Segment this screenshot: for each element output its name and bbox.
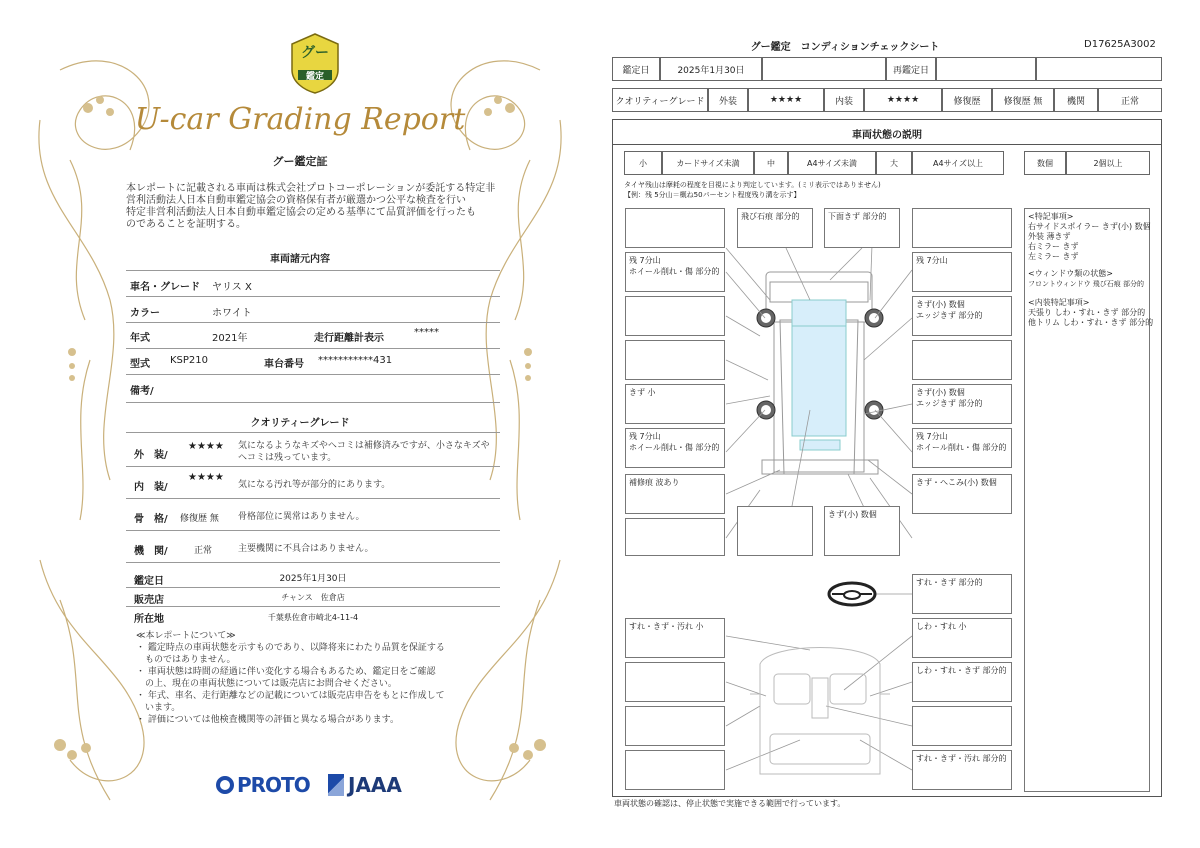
ext-label: 外装 — [708, 88, 748, 112]
frame-text: 骨格部位に異常はありません。 — [238, 512, 365, 522]
ext-note-chip: 飛び石痕 部分的 — [741, 212, 800, 221]
dealer-label: 販売店 — [134, 595, 164, 606]
year-value: 2021年 — [212, 333, 248, 344]
about-note: ・ 年式、車名、走行距離などの記載については販売店申告をもとに作成して — [136, 691, 445, 701]
ext-note: エッジきず 部分的 — [916, 311, 983, 320]
special-note: 右ミラー きず — [1028, 242, 1079, 251]
ext-note: 補修痕 波あり — [629, 478, 680, 487]
ext-note: きず(小) 数個 — [916, 300, 965, 309]
steering-wheel-icon — [826, 580, 878, 608]
quality-table — [126, 430, 500, 562]
model-value: KSP210 — [170, 355, 209, 366]
engine-text: 主要機関に不具合はありません。 — [238, 544, 374, 554]
ext-box-left-rear — [625, 474, 725, 514]
ext-box-right-3 — [912, 340, 1012, 380]
ext-box-under — [824, 208, 900, 248]
frame-label: 骨 格/ — [134, 514, 168, 525]
int-label: 内装 — [824, 88, 864, 112]
about-note: います。 — [136, 703, 181, 713]
jaaa-logo — [328, 772, 402, 798]
window-title: <ウィンドウ類の状態> — [1028, 269, 1113, 278]
logo-sub-text: 鑑定 — [305, 72, 324, 82]
sheet-title: グー鑑定 コンディションチェックシート — [750, 42, 940, 53]
exterior-text — [238, 440, 490, 464]
special-note: 右サイドスポイラー きず(小) 数個 — [1028, 222, 1151, 231]
ext-box-front-right — [912, 208, 1012, 248]
ext-box-right-front-tire — [912, 252, 1012, 292]
count-label: 数個 — [1024, 151, 1066, 175]
ext-box-front-left — [625, 208, 725, 248]
int-note: しわ・すれ・きず 部分的 — [916, 666, 1007, 675]
about-note: ・ 評価については他検査機関等の評価と異なる場合があります。 — [136, 715, 399, 725]
about-note: ・ 車両状態は時間の経過に伴い変化する場合もあるため、鑑定日をご確認 — [136, 667, 436, 677]
interior-stars: ★★★★ — [188, 472, 224, 483]
dealer-table — [126, 566, 500, 626]
ext-box-left-rear-tire — [625, 428, 725, 468]
special-notes-box — [1024, 208, 1154, 792]
report-banner: U-car Grading Report — [134, 102, 466, 137]
int-note: すれ・きず 部分的 — [916, 578, 983, 587]
ext-note: ホイール削れ・傷 部分的 — [629, 267, 720, 276]
about-note: の上、現在の車両状態については販売店にお問合せください。 — [136, 679, 397, 689]
window-note: フロントウィンドウ 飛び石痕 部分的 — [1028, 280, 1145, 288]
engine-value: 正常 — [1098, 88, 1162, 112]
engine-label: 機 関/ — [134, 546, 168, 557]
ext-box-left-3 — [625, 340, 725, 380]
state-title: 車両状態の説明 — [852, 130, 922, 141]
ext-note: 残 7分山 — [916, 432, 948, 441]
dealer-value: チャンス 佐倉店 — [281, 593, 345, 602]
size-large: 大 — [876, 151, 912, 175]
ext-box-right-rear-door — [912, 384, 1012, 424]
size-large-desc: A4サイズ以上 — [912, 151, 1004, 175]
quality-label: クオリティーグレード — [612, 88, 708, 112]
color-value: ホワイト — [212, 308, 252, 319]
int-box-left-4 — [625, 750, 725, 790]
about-title: ≪本レポートについて≫ — [136, 631, 236, 641]
int-box-wheel — [912, 574, 1012, 614]
int-note: すれ・きず・汚れ 小 — [629, 622, 704, 631]
about-section — [136, 630, 496, 726]
date-value: 2025年1月30日 — [660, 57, 762, 81]
ext-note-under: 下面きず 部分的 — [828, 212, 887, 221]
remarks-label: 備考/ — [130, 386, 154, 397]
date-label: 鑑定日 — [134, 576, 164, 587]
about-note: ・ 鑑定時点の車両状態を示すものであり、以降将来にわたり品質を保証する — [136, 643, 445, 653]
size-mid: 中 — [754, 151, 788, 175]
intro-line: 本レポートに記載される車両は株式会社プロトコーポレーションが委託する特定非 — [126, 183, 496, 194]
inner-note: 他トリム しわ・すれ・きず 部分的 — [1028, 318, 1154, 327]
spec-title: 車両諸元内容 — [270, 254, 330, 265]
address-label: 所在地 — [134, 614, 164, 625]
engine-value: 正常 — [194, 546, 213, 556]
size-small-desc: カードサイズ未満 — [662, 151, 754, 175]
ext-note-rear: きず(小) 数個 — [828, 510, 877, 519]
engine-label: 機関 — [1054, 88, 1098, 112]
proto-logo-text: PROTO — [237, 773, 310, 797]
interior-text: 気になる汚れ等が部分的にあります。 — [238, 480, 391, 490]
intro-text — [126, 183, 506, 231]
count-desc: 2個以上 — [1066, 151, 1150, 175]
ext-note: 残 7分山 — [629, 256, 661, 265]
ext-note: ホイール削れ・傷 部分的 — [916, 443, 1007, 452]
ext-box-left-front-tire — [625, 252, 725, 292]
special-note: 左ミラー きず — [1028, 252, 1079, 261]
name-value: ヤリス X — [212, 282, 252, 293]
ext-box-right-front-door — [912, 296, 1012, 336]
int-note: しわ・すれ 小 — [916, 622, 967, 631]
exterior-label: 外 装/ — [134, 450, 168, 461]
chassis-value: ***********431 — [318, 355, 393, 366]
spec-table — [126, 268, 500, 408]
mileage-label: 走行距離計表示 — [314, 333, 384, 344]
int-box-right-3 — [912, 706, 1012, 746]
cert-title: グー鑑定証 — [272, 155, 328, 168]
ext-note: きず・へこみ(小) 数個 — [916, 478, 997, 487]
interior-label: 内 装/ — [134, 482, 168, 493]
year-label: 年式 — [130, 333, 150, 344]
ext-box-rear — [824, 506, 900, 556]
condition-check-sheet — [600, 0, 1200, 848]
special-note: 外装 薄きず — [1028, 232, 1071, 241]
date-label: 鑑定日 — [612, 57, 660, 81]
ext-note: きず(小) 数個 — [916, 388, 965, 397]
intro-line: 営利活動法人日本自動車鑑定協会の資格保有者が厳選かつ公平な検査を行い — [126, 195, 466, 206]
inner-title: <内装特記事項> — [1028, 298, 1090, 307]
ext-note: 残 7分山 — [629, 432, 661, 441]
car-interior-diagram — [740, 634, 900, 784]
jaaa-logo-text: JAAA — [348, 773, 402, 797]
inner-note: 天張り しわ・すれ・きず 部分的 — [1028, 308, 1146, 317]
footer-note: 車両状態の確認は、停止状態で実施できる範囲で行っています。 — [614, 799, 846, 808]
ext-box-rear-center — [737, 506, 813, 556]
repair-value: 修復歴 無 — [992, 88, 1054, 112]
intro-line: のであることを証明する。 — [126, 219, 246, 230]
exterior-text-line: ヘコミは残っています。 — [238, 453, 337, 463]
ext-note: 残 7分山 — [916, 256, 948, 265]
quality-title: クオリティーグレード — [250, 418, 350, 429]
sheet-id: D17625A3002 — [1084, 39, 1156, 50]
ext-box-rear-left — [625, 518, 725, 556]
logo-text: グー — [301, 45, 329, 61]
special-title: <特記事項> — [1028, 212, 1074, 221]
ext-box-right-rear — [912, 474, 1012, 514]
int-box-left-2 — [625, 662, 725, 702]
ext-box-right-rear-tire — [912, 428, 1012, 468]
address-value: 千葉県佐倉市崎北4-11-4 — [267, 613, 359, 622]
int-box-left-3 — [625, 706, 725, 746]
tire-note: タイヤ残山は摩耗の程度を目視により判定しています。(ミリ表示ではありません) — [624, 181, 881, 189]
mileage-value: ***** — [414, 327, 439, 338]
jaaa-logo-mark-icon — [328, 774, 344, 796]
repair-label: 修復歴 — [942, 88, 992, 112]
int-box-right-4 — [912, 750, 1012, 790]
exterior-stars: ★★★★ — [188, 441, 224, 452]
date-value: 2025年1月30日 — [279, 574, 347, 584]
ext-note: エッジきず 部分的 — [916, 399, 983, 408]
ext-value: ★★★★ — [748, 88, 824, 112]
ext-box-chip — [737, 208, 813, 248]
color-label: カラー — [130, 308, 160, 319]
name-label: 車名・グレード — [130, 282, 200, 293]
ext-box-left-2 — [625, 296, 725, 336]
size-small: 小 — [624, 151, 662, 175]
model-label: 型式 — [130, 359, 150, 370]
exterior-text-line: 気になるようなキズやヘコミは補修済みですが、小さなキズや — [238, 441, 490, 451]
tire-note: 【例：残 5分山＝概ね50パーセント程度残り溝を示す】 — [624, 191, 801, 199]
int-box-right-1 — [912, 618, 1012, 658]
frame-value: 修復歴 無 — [180, 514, 219, 524]
size-mid-desc: A4サイズ未満 — [788, 151, 876, 175]
int-box-right-2 — [912, 662, 1012, 702]
ext-note: きず 小 — [629, 388, 656, 397]
intro-line: 特定非営利活動法人日本自動車鑑定協会の定める基準にて品質評価を行ったも — [126, 207, 476, 218]
int-box-left-1 — [625, 618, 725, 658]
proto-logo-mark-icon — [216, 776, 234, 794]
ext-box-left-door — [625, 384, 725, 424]
ext-note: ホイール削れ・傷 部分的 — [629, 443, 720, 452]
redate-label: 再鑑定日 — [886, 57, 936, 81]
int-note: すれ・きず・汚れ 部分的 — [916, 754, 1007, 763]
goo-kantei-logo — [288, 32, 342, 94]
chassis-label: 車台番号 — [264, 359, 304, 370]
int-value: ★★★★ — [864, 88, 942, 112]
about-note: ものではありません。 — [136, 655, 236, 665]
proto-logo — [216, 772, 310, 798]
